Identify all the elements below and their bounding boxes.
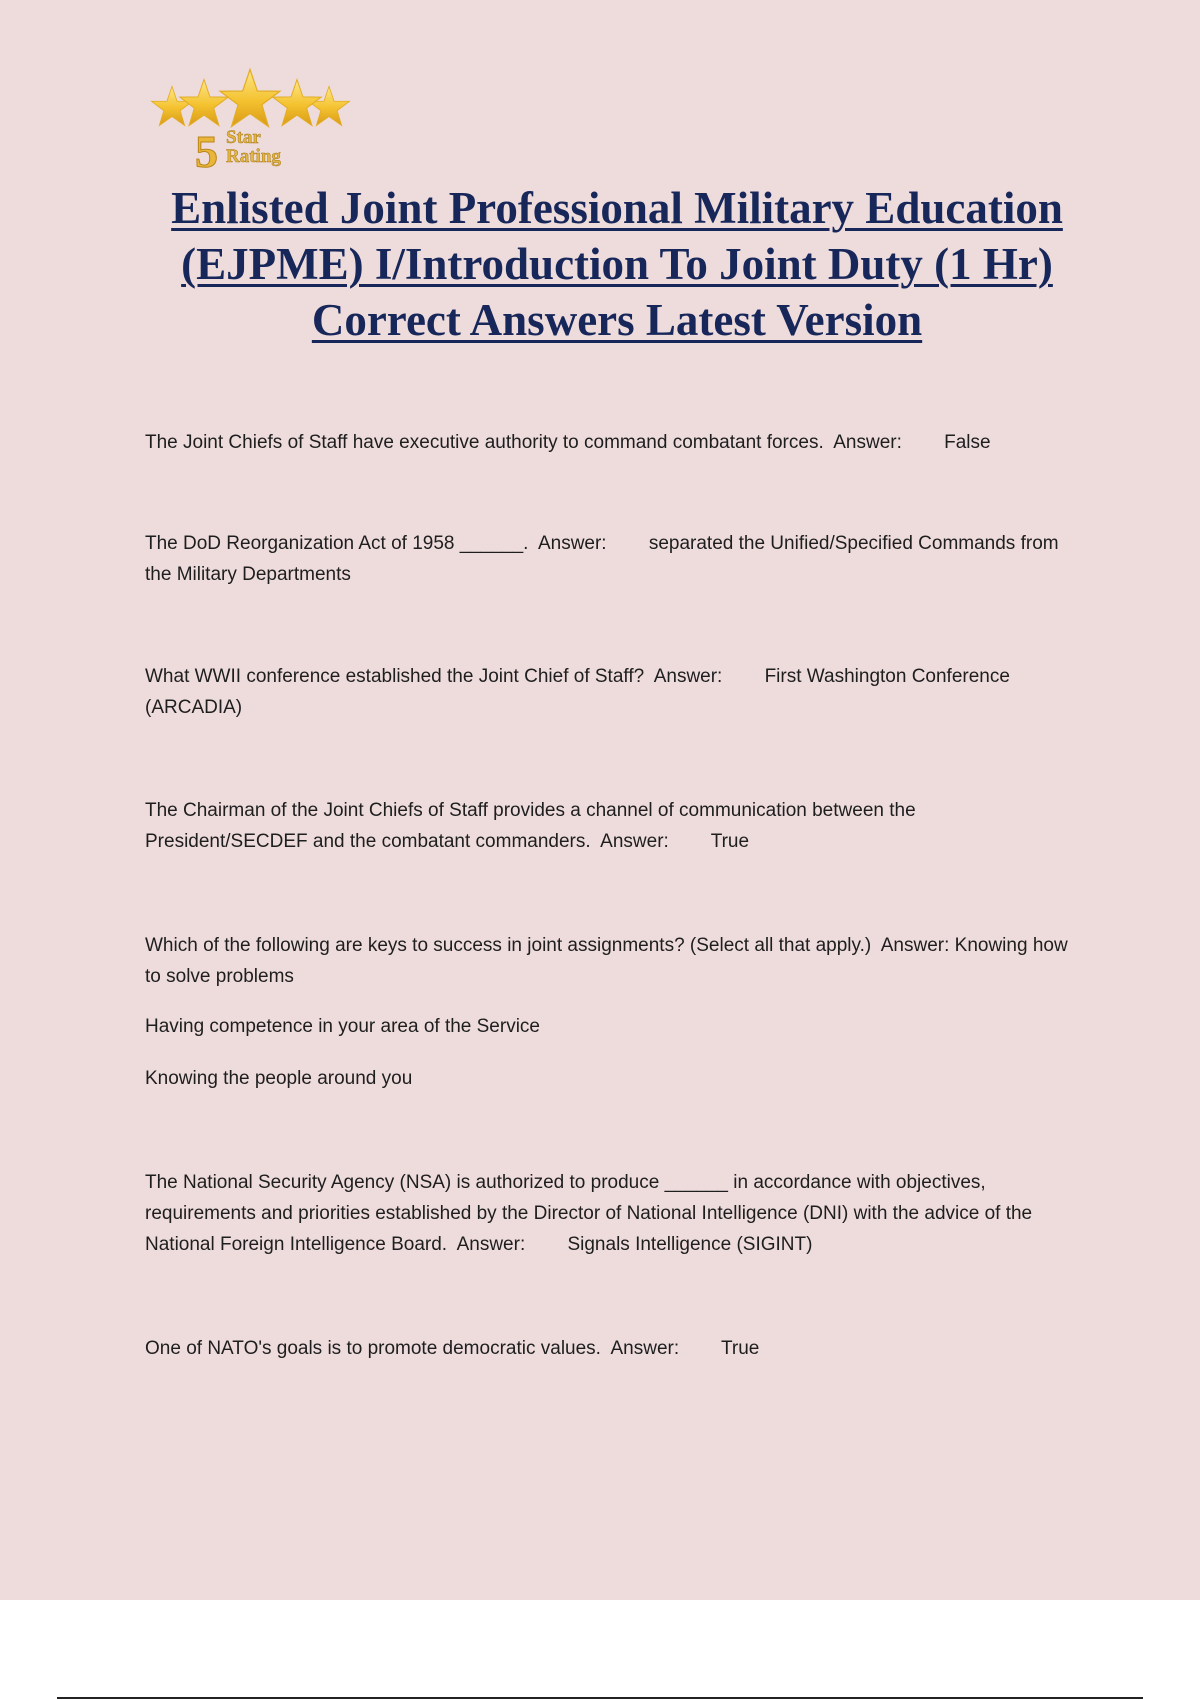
question-text: One of NATO's goals is to promote democratic values. <box>145 1338 601 1359</box>
answer-label: Answer: <box>610 1338 680 1359</box>
question-text: The Joint Chiefs of Staff have executive authority to command combatant forces. <box>145 432 824 453</box>
qa-item <box>145 1333 1075 1364</box>
qa-item <box>145 1167 1075 1260</box>
answer-label: Answer: <box>537 533 607 554</box>
answer-text: Knowing how to solve problems <box>145 935 1068 987</box>
answer-label: Answer: <box>833 432 902 453</box>
document-title: Enlisted Joint Professional Military Education (EJPME) I/Introduction To Joint Duty (1 Hr) Correct Answers Latest Version <box>171 183 1063 345</box>
question-text: The National Security Agency (NSA) is authorized to produce ______ in accordance with objectives, requirements and priorities established by the Director of National Intelligence (DNI) with the advice of the National Foreign Intelligence Board. <box>145 1172 1033 1255</box>
qa-item <box>145 930 1075 992</box>
star-icon <box>308 86 349 125</box>
answer-text: True <box>721 1338 760 1359</box>
answer-text: First Washington Conference (ARCADIA) <box>145 666 1010 718</box>
answer-text: False <box>944 432 991 453</box>
star-icon <box>151 86 192 125</box>
qa-item <box>145 795 1075 857</box>
qa-item <box>145 427 1075 458</box>
footer-divider <box>57 1697 1143 1699</box>
star-icon <box>220 70 280 127</box>
qa-item <box>145 661 1075 723</box>
logo-number: 5 <box>195 126 218 174</box>
logo-text-line1: Star <box>226 127 261 148</box>
question-text: The Chairman of the Joint Chiefs of Staff provides a channel of communication between the President/SECDEF and the combatant commanders. <box>145 800 916 852</box>
answer-text: True <box>710 831 750 852</box>
answer-label: Answer: <box>653 666 723 687</box>
question-text: The DoD Reorganization Act of 1958 ______. <box>145 533 529 554</box>
qa-item <box>145 528 1075 590</box>
star-rating-icon <box>143 68 358 174</box>
logo-text-line2: Rating <box>226 146 281 167</box>
question-text: What WWII conference established the Joint Chief of Staff? <box>145 666 645 687</box>
answer-label: Answer: <box>456 1234 526 1255</box>
question-text: Which of the following are keys to success in joint assignments? (Select all that apply.) <box>145 935 872 956</box>
five-star-rating-logo <box>143 68 358 174</box>
answer-text: Signals Intelligence (SIGINT) <box>567 1234 813 1255</box>
answer-label: Answer: <box>880 935 950 956</box>
answer-extra-line: Having competence in your area of the Service <box>145 1016 540 1037</box>
answer-text: separated the Unified/Specified Commands from the Military Departments <box>145 533 1059 585</box>
star-icon <box>180 80 228 126</box>
answer-extra-line: Knowing the people around you <box>145 1068 413 1089</box>
star-icon <box>273 80 321 126</box>
answer-label: Answer: <box>600 831 669 852</box>
